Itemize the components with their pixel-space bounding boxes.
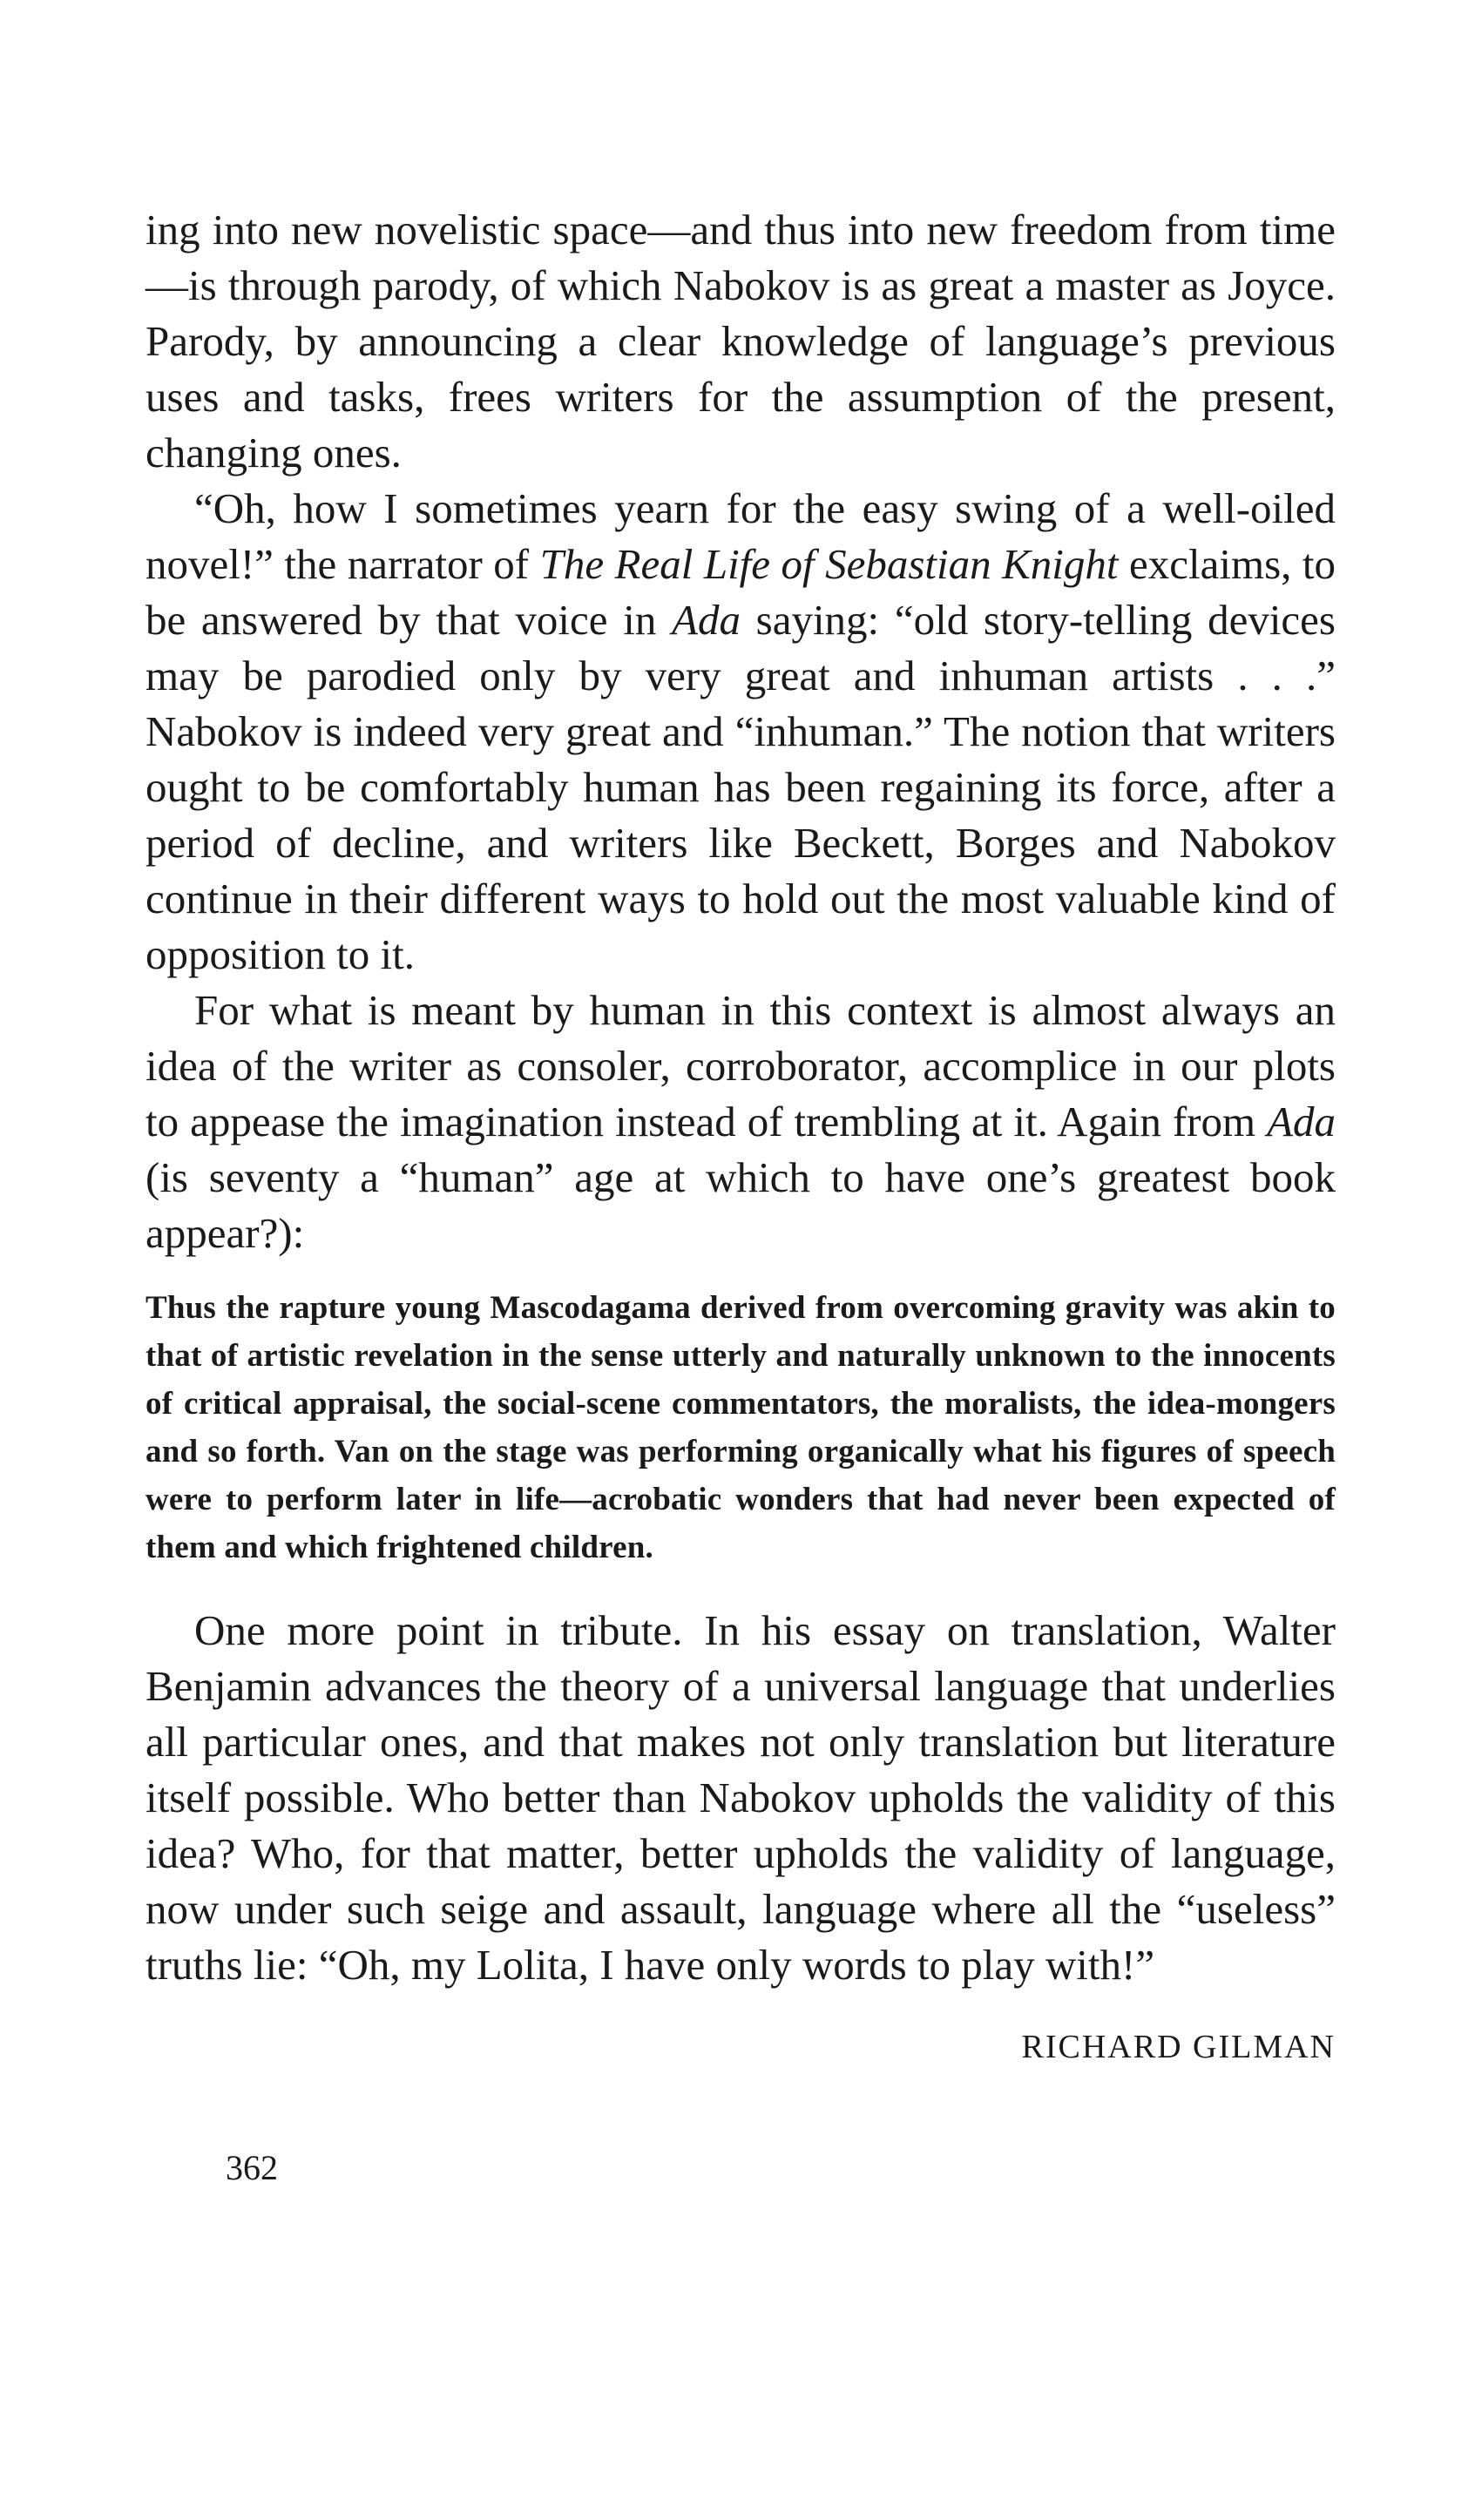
- italic-title: The Real Life of Sebastian Knight: [539, 540, 1119, 588]
- closing-text: [145, 1603, 1336, 1993]
- text-run: exclaims, to be answered by that voice in: [145, 540, 1336, 644]
- text-run: ing into new novelistic space—and thus into new freedom from time—is through parody, of which Nabokov is as great a master as Joyce. Parody, by announcing a clear knowledge of language’s previous uses and tasks, frees writers for the assumption of the present, changing ones.: [145, 206, 1336, 476]
- body-text: [145, 202, 1336, 1261]
- text-run: For what is meant by human in this context is almost always an idea of the writer as consoler, corroborator, accomplice in our plots to appease the imagination instead of trembling at it. Again from: [145, 986, 1336, 1145]
- italic-title: Ada: [1267, 1098, 1336, 1145]
- text-run: saying: “old story-telling devices may be parodied only by very great and inhuman artists . . .” Nabokov is indeed very great and “inhuman.” The notion that writers ought to be comfortably human has been regaining its force, after a period of decline, and writers like Beckett, Borges and Nabokov continue in their different ways to hold out the most valuable kind of opposition to it.: [145, 596, 1336, 978]
- paragraph-human-context: [145, 983, 1336, 1261]
- paragraph-well-oiled-novel: [145, 481, 1336, 983]
- text-run: “Oh, how I sometimes yearn for the easy swing of a well-oiled novel!” the narrator of: [145, 484, 1336, 588]
- paragraph-parody: [145, 202, 1336, 481]
- block-quote: Thus the rapture young Mascodagama derived from overcoming gravity was akin to that of artistic revelation in the sense utterly and naturally unknown to the innocents of critical appraisal, the social-scene commentators, the moralists, the idea-mongers and so forth. Van on the stage was performing organically what his figures of speech were to perform later in life—acrobatic wonders that had never been expected of them and which frightened children.: [145, 1290, 1336, 1565]
- page-number: 362: [226, 2148, 278, 2187]
- paragraph-tribute: One more point in tribute. In his essay on translation, Walter Benjamin advances the theory of a universal language that underlies all particular ones, and that makes not only translation but literature itself possible. Who better than Nabokov upholds the validity of this idea? Who, for that matter, better upholds the validity of language, now under such seige and assault, language where all the “useless” truths lie: “Oh, my Lolita, I have only words to play with!”: [145, 1606, 1336, 1989]
- text-run: (is seventy a “human” age at which to have one’s greatest book appear?):: [145, 1153, 1336, 1257]
- author-signature: RICHARD GILMAN: [1021, 2029, 1336, 2065]
- page-content: [145, 202, 1336, 2066]
- italic-title: Ada: [672, 596, 741, 644]
